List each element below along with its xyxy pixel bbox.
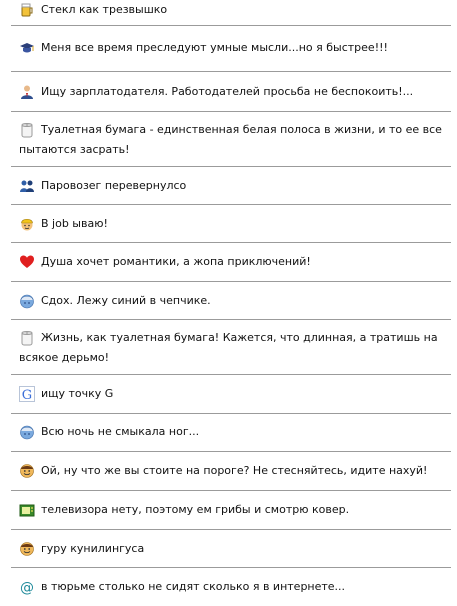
svg-text:@: @ [20, 580, 34, 595]
status-text: ищу точку G [41, 387, 114, 400]
status-text: телевизора нету, поэтому ем грибы и смотрю ковер. [41, 503, 350, 516]
list-item[interactable] [11, 72, 451, 112]
toilet-paper-icon [19, 122, 35, 138]
list-item[interactable] [11, 320, 451, 375]
list-item[interactable] [11, 26, 451, 72]
status-list [11, 0, 451, 606]
list-item[interactable] [11, 452, 451, 491]
sleeping-face-icon [19, 293, 35, 309]
status-text: Стекл как трезвышко [41, 3, 168, 16]
status-text: Жизнь, как туалетная бумага! Кажется, что длинная, а тратишь на [41, 331, 438, 344]
list-item[interactable] [11, 375, 451, 414]
status-text: Всю ночь не смыкала ног... [41, 425, 200, 438]
svg-text:G: G [21, 388, 33, 402]
list-item[interactable] [11, 530, 451, 568]
status-text: Душа хочет романтики, а жопа приключений! [41, 255, 311, 268]
businessman-icon [19, 84, 35, 100]
list-item[interactable] [11, 414, 451, 452]
graduation-cap-icon [19, 40, 35, 56]
smiley-face-icon [19, 463, 35, 479]
list-item[interactable] [11, 205, 451, 243]
status-text: Туалетная бумага - единственная белая полоса в жизни, и то ее все [41, 123, 442, 136]
status-text: в тюрьме столько не сидят сколько я в интернете... [41, 580, 346, 593]
status-text: Сдох. Лежу синий в чепчике. [41, 294, 211, 307]
google-g-icon [19, 386, 35, 402]
tv-icon [19, 502, 35, 518]
heart-icon [19, 254, 35, 270]
status-text: В job ываю! [41, 217, 108, 230]
smiley-face-icon [19, 541, 35, 557]
list-item[interactable] [11, 282, 451, 320]
status-text: Ой, ну что же вы стоите на пороге? Не стесняйтесь, идите нахуй! [41, 464, 428, 477]
list-item[interactable] [11, 112, 451, 167]
beer-mug-icon [19, 2, 35, 18]
at-sign-icon [19, 579, 35, 595]
list-item[interactable] [11, 243, 451, 282]
status-text: гуру кунилингуса [41, 542, 145, 555]
status-text: Паровозег перевернулсо [41, 179, 187, 192]
list-item[interactable] [11, 167, 451, 205]
status-text: Меня все время преследуют умные мысли...но я быстрее!!! [41, 41, 388, 54]
toilet-paper-icon [19, 330, 35, 346]
status-text-continued: всякое дерьмо! [19, 351, 110, 364]
list-item[interactable] [11, 491, 451, 530]
status-text-continued: пытаются засрать! [19, 143, 130, 156]
people-group-icon [19, 178, 35, 194]
list-item[interactable] [11, 568, 451, 606]
worker-helmet-icon [19, 216, 35, 232]
list-item[interactable] [11, 0, 451, 26]
sleeping-face-icon [19, 424, 35, 440]
status-text: Ищу зарплатодателя. Работодателей просьба не беспокоить!... [41, 85, 414, 98]
